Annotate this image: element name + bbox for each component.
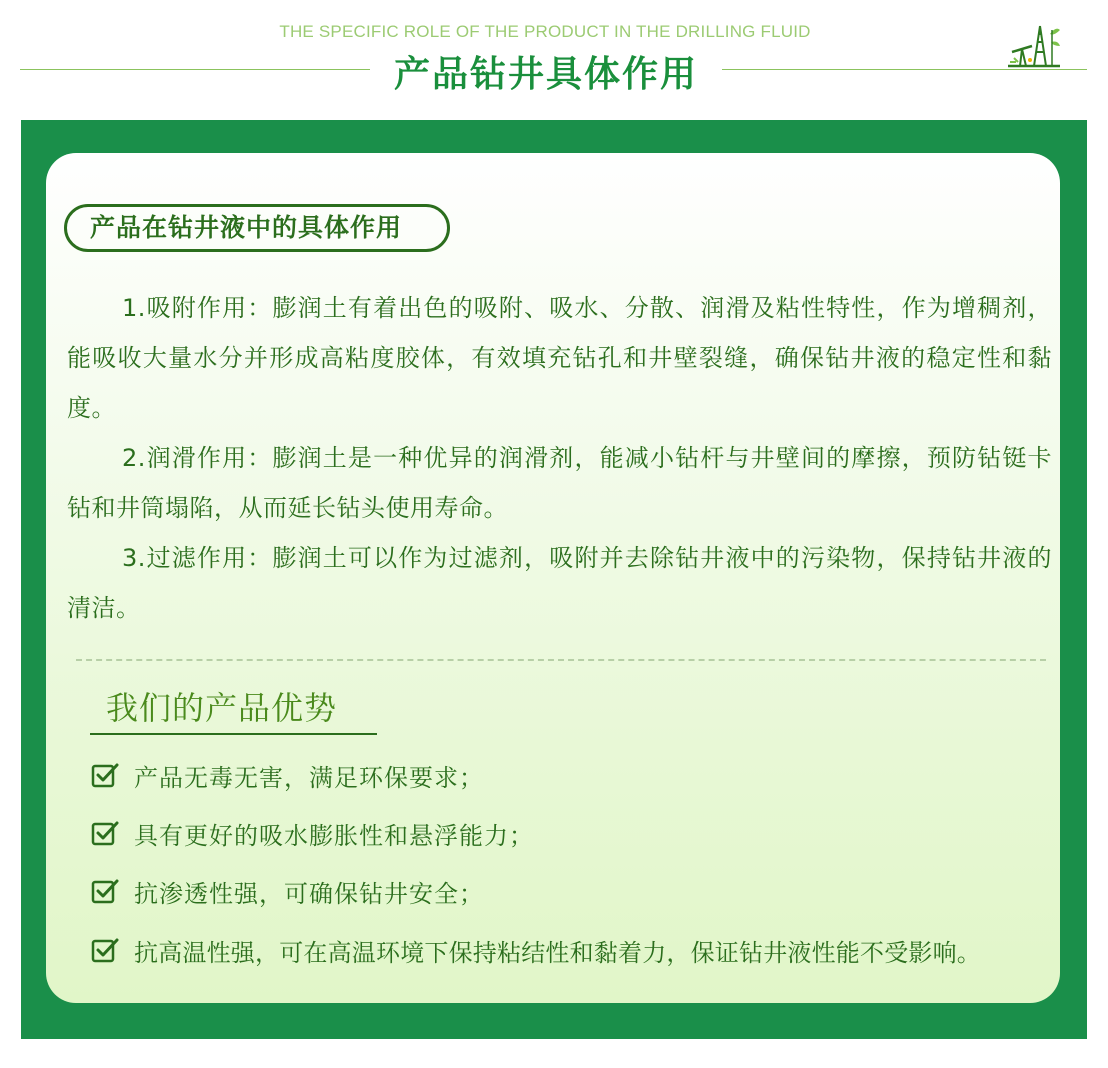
content-card [46,153,1060,1003]
advantage-text: 抗渗透性强，可确保钻井安全； [134,879,484,908]
paragraph-adsorption: 1.吸附作用：膨润土有着出色的吸附、吸水、分散、润滑及粘性特性，作为增稠剂，能吸收大量水分并形成高粘度胶体，有效填充钻孔和井壁裂缝，确保钻井液的稳定性和黏度。 [67,294,1052,422]
advantage-text: 具有更好的吸水膨胀性和悬浮能力； [134,821,534,850]
section-title-advantages: 我们的产品优势 [106,689,338,727]
advantage-text: 抗高温性强，可在高温环境下保持粘结性和黏着力，保证钻井液性能不受影响。 [134,938,981,967]
advantage-item [90,873,1060,909]
header-english-title: THE SPECIFIC ROLE OF THE PRODUCT IN THE DRILLING FLUID [279,22,811,41]
section-title-underline [90,733,377,735]
dashed-divider [76,659,1046,661]
checkbox-checked-icon [90,760,120,790]
checkbox-checked-icon [90,876,120,906]
checkbox-checked-icon [90,935,120,965]
section-title-product-role: 产品在钻井液中的具体作用 [64,204,450,252]
advantage-item [90,815,1060,851]
content-panel [21,120,1087,1039]
oil-rig-icon [1006,22,1062,70]
paragraph-filtration: 3.过滤作用：膨润土可以作为过滤剂，吸附并去除钻井液中的污染物，保持钻井液的清洁。 [67,544,1052,622]
advantage-item [90,757,1060,793]
advantage-text: 产品无毒无害，满足环保要求； [134,763,484,792]
paragraph-lubrication: 2.润滑作用：膨润土是一种优异的润滑剂，能减小钻杆与井壁间的摩擦，预防钻铤卡钻和井筒塌陷，从而延长钻头使用寿命。 [67,444,1052,522]
checkbox-checked-icon [90,818,120,848]
header-chinese-title: 产品钻井具体作用 [393,54,698,95]
advantage-item [90,932,1060,968]
